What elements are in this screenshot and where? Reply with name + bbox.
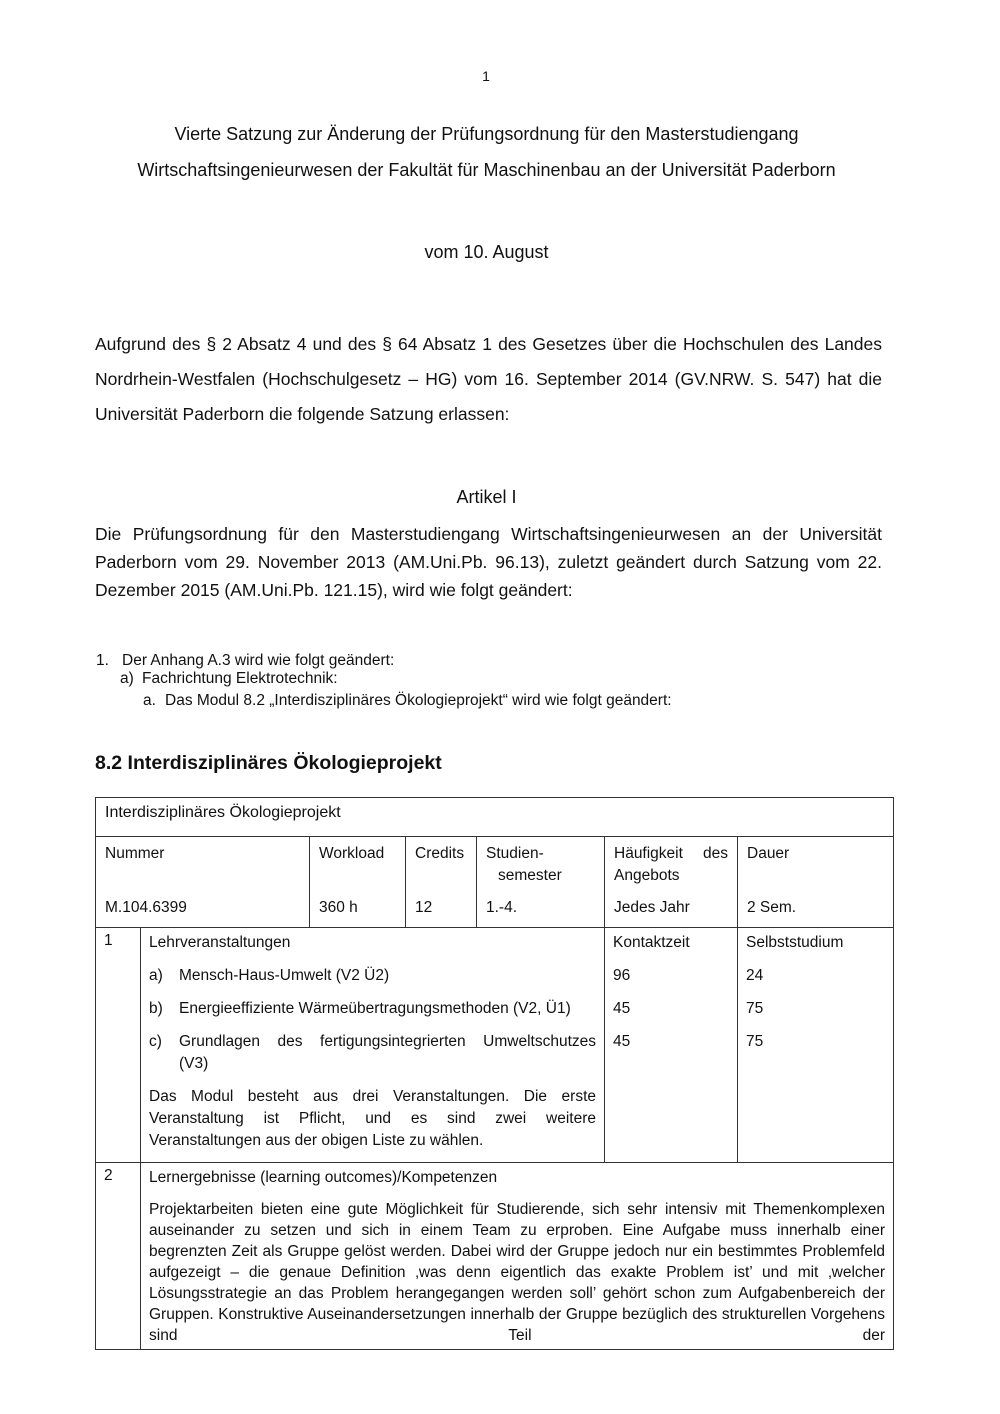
course-c xyxy=(149,1031,596,1053)
course-letter: a) xyxy=(149,967,163,984)
module-table xyxy=(95,797,894,1350)
nummer-cell xyxy=(96,837,310,928)
list-text: Das Modul 8.2 „Interdisziplinäres Ökologieprojekt“ wird wie folgt geändert: xyxy=(165,692,672,709)
studiensemester-value: 1.-4. xyxy=(486,899,518,916)
lernergebnisse-cell xyxy=(141,1163,894,1350)
kontaktzeit-cell xyxy=(605,928,738,1163)
selbststudium-value: 75 xyxy=(746,1000,764,1017)
module-title-row xyxy=(96,798,894,837)
haeufigkeit-header-1 xyxy=(614,843,728,865)
article-heading: Artikel I xyxy=(456,487,517,507)
lehrveranstaltungen-label: Lehrveranstaltungen xyxy=(149,934,291,951)
course-letter: c) xyxy=(149,1033,162,1050)
haeufigkeit-header-2: Angebots xyxy=(614,867,680,884)
lernergebnisse-label: Lernergebnisse (learning outcomes)/Kompetenzen xyxy=(149,1169,498,1186)
list-text: Der Anhang A.3 wird wie folgt geändert: xyxy=(122,652,395,669)
studiensemester-cell xyxy=(477,837,605,928)
page-number: 1 xyxy=(482,68,490,84)
dauer-value: 2 Sem. xyxy=(747,899,797,916)
haeufigkeit-des: des xyxy=(703,845,728,862)
document-date: vom 10. August xyxy=(424,242,549,262)
title-line-1: Vierte Satzung zur Änderung der Prüfungsordnung für den Masterstudiengang xyxy=(174,124,799,144)
lehrveranstaltungen-note: Das Modul besteht aus drei Veranstaltungen. Die erste Veranstaltung ist Pflicht, und es sind zwei weitere Veranstaltungen aus der obigen Liste zu wählen. xyxy=(149,1088,596,1149)
title-line-2: Wirtschaftsingenieurwesen der Fakultät für Maschinenbau an der Universität Paderborn xyxy=(137,160,836,180)
credits-header: Credits xyxy=(415,845,465,862)
list-number: a. xyxy=(143,692,156,709)
row-number: 2 xyxy=(96,1163,141,1350)
dauer-cell xyxy=(738,837,894,928)
list-item-level-3 xyxy=(143,692,672,710)
module-title: Interdisziplinäres Ökologieprojekt xyxy=(96,798,894,837)
list-item-level-1 xyxy=(96,652,394,670)
course-letter: b) xyxy=(149,1000,163,1017)
list-text: Fachrichtung Elektrotechnik: xyxy=(142,670,338,687)
dauer-header: Dauer xyxy=(747,845,790,862)
kontaktzeit-value: 96 xyxy=(613,967,631,984)
selbststudium-cell xyxy=(738,928,894,1163)
course-name-continuation: (V3) xyxy=(179,1055,209,1072)
nummer-header: Nummer xyxy=(105,845,165,862)
haeufigkeit-cell xyxy=(605,837,738,928)
row-number: 1 xyxy=(96,928,141,1163)
article-paragraph: Die Prüfungsordnung für den Masterstudiengang Wirtschaftsingenieurwesen an der Universität Paderborn vom 29. November 2013 (AM.Uni.Pb. 96.13), zuletzt geändert durch Satzung vom 22. Dezember 2015 (AM.Uni.Pb. 121.15), wird wie folgt geändert: xyxy=(95,524,882,600)
lernergebnisse-row xyxy=(96,1163,894,1350)
studiensemester-header-2: semester xyxy=(498,867,562,884)
list-item-level-2 xyxy=(120,670,338,688)
module-info-row xyxy=(96,837,894,928)
kontaktzeit-header: Kontaktzeit xyxy=(613,934,690,951)
preamble-paragraph: Aufgrund des § 2 Absatz 4 und des § 64 Absatz 1 des Gesetzes über die Hochschulen des Landes Nordrhein-Westfalen (Hochschulgesetz – HG) vom 16. September 2014 (GV.NRW. S. 547) hat die Universität Paderborn die folgende Satzung erlassen: xyxy=(95,334,882,424)
selbststudium-value: 24 xyxy=(746,967,764,984)
workload-value: 360 h xyxy=(319,899,358,916)
lernergebnisse-text: Projektarbeiten bieten eine gute Möglichkeit für Studierende, sich sehr intensiv mit Themenkomplexen auseinander zu setzen und sich in einem Team zu erproben. Eine Aufgabe muss innerhalb einer begrenzten Zeit als Gruppe gelöst werden. Dabei wird der Gruppe jedoch nur ein bestimmtes Problemfeld aufgezeigt – die genaue Definition ‚was denn eigentlich das exakte Problem ist’ und mit ‚welcher Lösungsstrategie an das Problem herangegangen werden soll’ gehört schon zum Aufgabenbereich der Gruppen. Konstruktive Auseinandersetzungen innerhalb der Gruppe bezüglich des strukturellen Vorgehens sind Teil der xyxy=(149,1201,886,1344)
studiensemester-header-1: Studien- xyxy=(486,845,544,862)
kontaktzeit-value: 45 xyxy=(613,1033,631,1050)
credits-value: 12 xyxy=(415,899,433,916)
selbststudium-header: Selbststudium xyxy=(746,934,844,951)
course-name: Energieeffiziente Wärmeübertragungsmethoden (V2, Ü1) xyxy=(179,1000,571,1017)
haeufigkeit-word: Häufigkeit xyxy=(614,845,683,862)
workload-cell xyxy=(310,837,406,928)
nummer-value: M.104.6399 xyxy=(105,899,187,916)
haeufigkeit-value: Jedes Jahr xyxy=(614,899,690,916)
list-number: 1. xyxy=(96,652,109,669)
lehrveranstaltungen-cell xyxy=(141,928,605,1163)
credits-cell xyxy=(406,837,477,928)
selbststudium-value: 75 xyxy=(746,1033,764,1050)
course-b xyxy=(149,998,596,1020)
course-name: Grundlagen des fertigungsintegrierten Umweltschutzes xyxy=(179,1033,596,1050)
lehrveranstaltungen-row xyxy=(96,928,894,1163)
kontaktzeit-value: 45 xyxy=(613,1000,631,1017)
workload-header: Workload xyxy=(319,845,385,862)
list-number: a) xyxy=(120,670,134,687)
document-title xyxy=(90,116,883,188)
course-name: Mensch-Haus-Umwelt (V2 Ü2) xyxy=(179,967,390,984)
course-a xyxy=(149,965,596,987)
section-heading: 8.2 Interdisziplinäres Ökologieprojekt xyxy=(95,752,442,774)
